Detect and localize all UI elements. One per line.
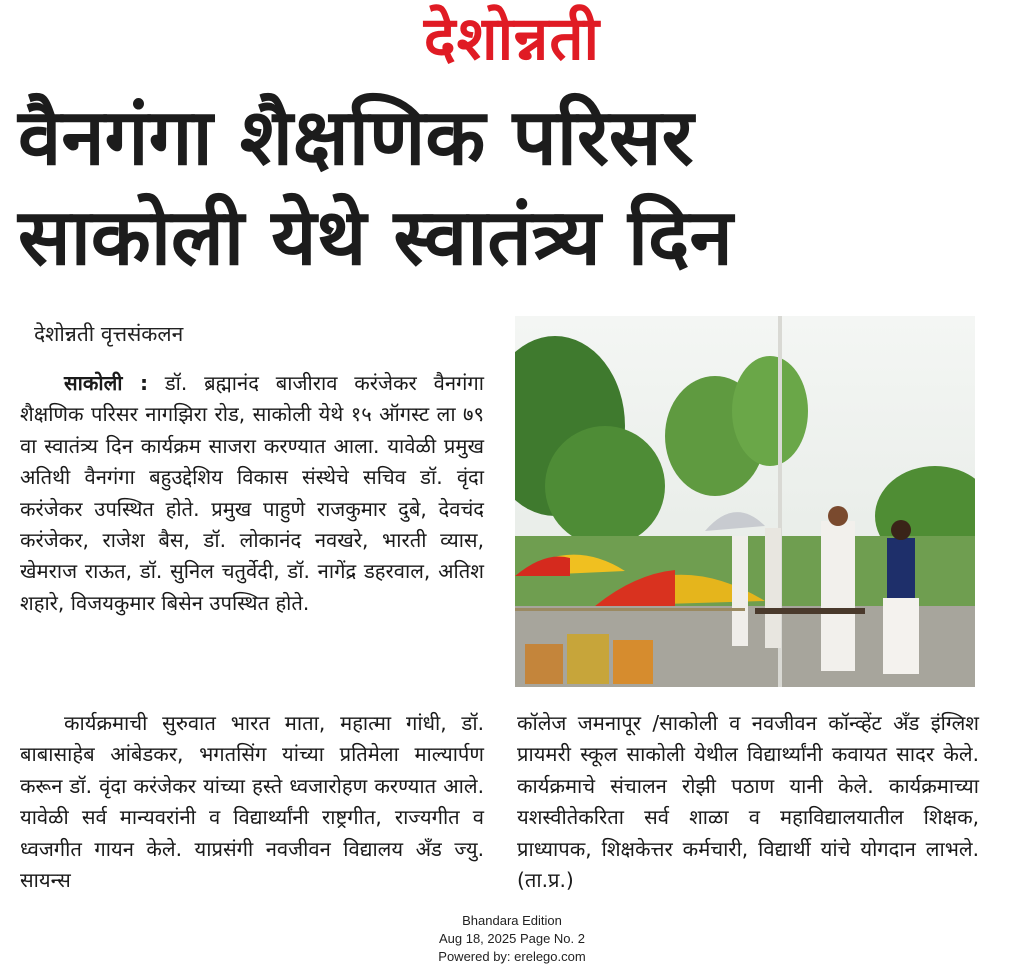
headline-line-2: साकोली येथे स्वातंत्र्य दिन: [18, 193, 733, 283]
headline-line-1: वैनगंगा शैक्षणिक परिसर: [18, 93, 694, 183]
article-paragraph-2: कार्यक्रमाची सुरुवात भारत माता, महात्मा गांधी, डॉ. बाबासाहेब आंबेडकर, भगतसिंग यांच्या प्रतिमेला माल्यार्पण करून डॉ. वृंदा करंजेकर यांच्या हस्ते ध्वजारोहण करण्यात आले. यावेळी सर्व मान्यवरांनी व विद्यार्थ्यांनी राष्ट्रगीत, राज्यगीत व ध्वजगीत गायन केले. याप्रसंगी नवजीवन विद्यालय अँड ज्यु. सायन्स: [20, 711, 484, 893]
edition-date-page: Aug 18, 2025 Page No. 2: [438, 931, 585, 946]
flag-hoisting-photo: [515, 316, 975, 687]
edition-footer: [0, 912, 1024, 966]
powered-by: Powered by: erelego.com: [438, 949, 586, 964]
paragraph-1-text: डॉ. ब्रह्मानंद बाजीराव करंजेकर वैनगंगा शैक्षणिक परिसर नागझिरा रोड, साकोली येथे १५ ऑगस्ट ला ७९ वा स्वातंत्र्य दिन कार्यक्रम साजरा करण्यात आला. यावेळी प्रमुख अतिथी वैनगंगा बहुउद्देशिय विकास संस्थेचे सचिव डॉ. वृंदा करंजेकर उपस्थित होते. प्रमुख पाहुणे राजकुमार दुबे, देवचंद करंजेकर, राजेश बैस, डॉ. लोकानंद नवखरे, भारती व्यास, खेमराज राऊत, डॉ. सुनिल चतुर्वेदी, डॉ. नागेंद्र डहरवाल, अतिश शहारे, विजयकुमार बिसेन उपस्थित होते.: [20, 371, 484, 615]
article-paragraph-1: [20, 368, 484, 619]
article-column-1: [20, 368, 484, 619]
byline: देशोन्नती वृत्तसंकलन: [34, 322, 184, 346]
article-paragraph-2-continued: कॉलेज जमनापूर /साकोली व नवजीवन कॉन्व्हेंट अँड इंग्लिश प्रायमरी स्कूल साकोली येथील विद्यार्थ्यांनी कवायत सादर केले. कार्यक्रमाचे संचालन रोझी पठाण यानी केले. कार्यक्रमाच्या यशस्वीतेकरिता सर्व शाळा व महाविद्यालयातील शिक्षक, प्राध्यापक, शिक्षकेत्तर कर्मचारी, विद्यार्थी यांचे योगदान लाभले. (ता.प्र.): [517, 711, 979, 893]
headline: [18, 88, 1008, 288]
article-column-3: [517, 708, 979, 896]
masthead: [0, 0, 1024, 78]
article-column-2: [20, 708, 484, 896]
event-photo: [515, 316, 975, 687]
edition-name: Bhandara Edition: [462, 913, 562, 928]
dateline: साकोली :: [64, 371, 149, 395]
masthead-logo: देशोन्नती: [423, 4, 601, 74]
